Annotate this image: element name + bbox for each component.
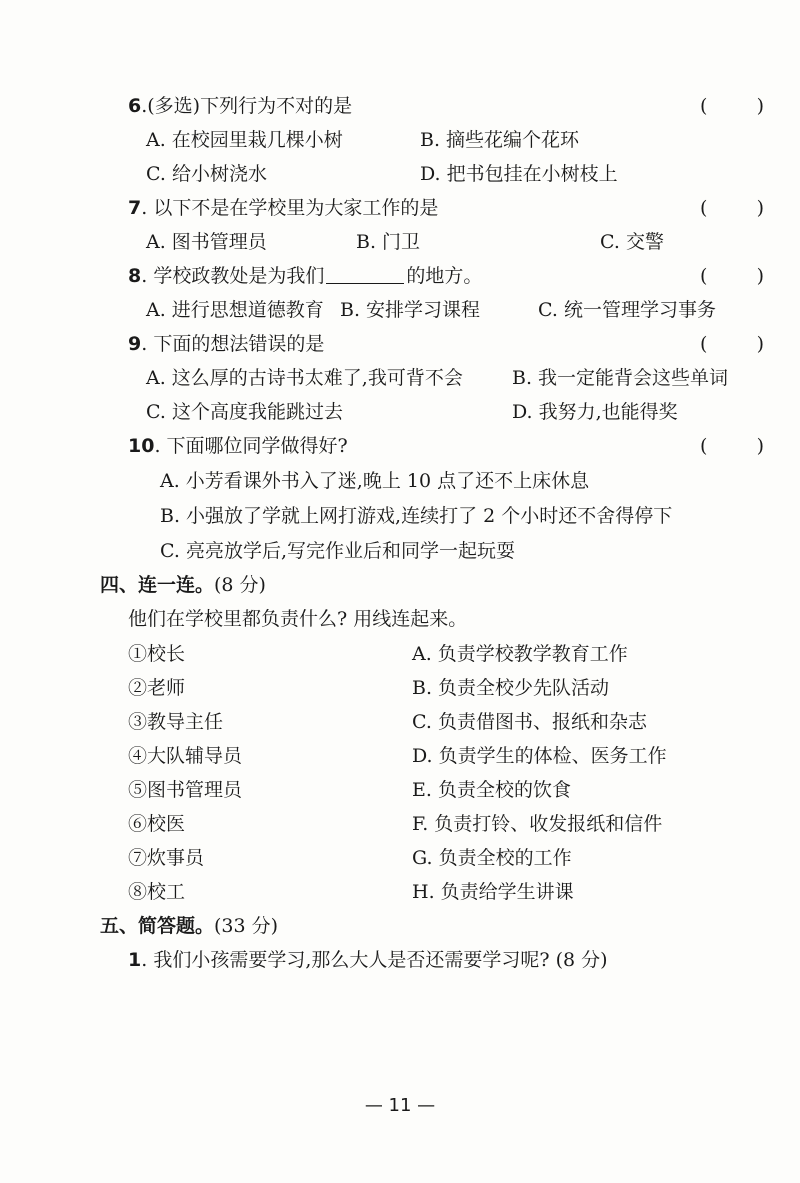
question-text: . 学校政教处是为我们 bbox=[141, 265, 325, 287]
right-item-h[interactable]: H. 负责给学生讲课 bbox=[412, 881, 574, 903]
section-score: (8 分) bbox=[214, 574, 266, 596]
option-c: C. 这个高度我能跳过去 bbox=[146, 401, 343, 423]
answer-bracket[interactable]: ( ) bbox=[700, 333, 764, 355]
question-text: . 下面哪位同学做得好? bbox=[154, 435, 348, 457]
question-number: 8 bbox=[128, 265, 142, 287]
section-4-instruction: 他们在学校里都负责什么? 用线连起来。 bbox=[128, 608, 468, 630]
question-text: .(多选)下列行为不对的是 bbox=[141, 95, 353, 117]
section-5-heading bbox=[100, 914, 278, 938]
option-d: D. 把书包挂在小树枝上 bbox=[420, 163, 618, 185]
question-7 bbox=[128, 196, 438, 220]
left-item-6[interactable]: ⑥校医 bbox=[128, 813, 186, 835]
option-c: C. 统一管理学习事务 bbox=[538, 299, 716, 321]
option-b: B. 小强放了学就上网打游戏,连续打了 2 个小时还不舍得停下 bbox=[160, 505, 673, 527]
question-number: 7 bbox=[128, 197, 142, 219]
question-number: 9 bbox=[128, 333, 142, 355]
section-score: (33 分) bbox=[214, 915, 279, 937]
option-a: A. 这么厚的古诗书太难了,我可背不会 bbox=[146, 367, 463, 389]
answer-bracket[interactable]: ( ) bbox=[700, 197, 764, 219]
left-item-1[interactable]: ①校长 bbox=[128, 643, 186, 665]
question-8 bbox=[128, 264, 482, 288]
option-b: B. 门卫 bbox=[356, 231, 421, 253]
question-text: . 我们小孩需要学习,那么大人是否还需要学习呢? (8 分) bbox=[141, 949, 608, 971]
question-number: 6 bbox=[128, 95, 142, 117]
option-c: C. 给小树浇水 bbox=[146, 163, 267, 185]
option-a: A. 进行思想道德教育 bbox=[146, 299, 324, 321]
option-b: B. 我一定能背会这些单词 bbox=[512, 367, 729, 389]
short-answer-question-1 bbox=[128, 948, 608, 972]
option-c: C. 交警 bbox=[600, 231, 664, 253]
question-text-end: 的地方。 bbox=[406, 265, 483, 287]
question-number: 10 bbox=[128, 435, 155, 457]
right-item-a[interactable]: A. 负责学校教学教育工作 bbox=[412, 643, 628, 665]
fill-in-blank[interactable] bbox=[326, 265, 404, 284]
section-title: 四、连一连。 bbox=[100, 574, 215, 596]
question-number: 1 bbox=[128, 949, 142, 971]
option-a: A. 小芳看课外书入了迷,晚上 10 点了还不上床休息 bbox=[160, 470, 590, 492]
option-a: A. 在校园里栽几棵小树 bbox=[146, 129, 343, 151]
option-c: C. 亮亮放学后,写完作业后和同学一起玩耍 bbox=[160, 540, 515, 562]
option-d: D. 我努力,也能得奖 bbox=[512, 401, 678, 423]
answer-bracket[interactable]: ( ) bbox=[700, 265, 764, 287]
left-item-2[interactable]: ②老师 bbox=[128, 677, 186, 699]
left-item-5[interactable]: ⑤图书管理员 bbox=[128, 779, 243, 801]
right-item-c[interactable]: C. 负责借图书、报纸和杂志 bbox=[412, 711, 647, 733]
answer-bracket[interactable]: ( ) bbox=[700, 95, 764, 117]
left-item-3[interactable]: ③教导主任 bbox=[128, 711, 224, 733]
answer-bracket[interactable]: ( ) bbox=[700, 435, 764, 457]
option-b: B. 安排学习课程 bbox=[340, 299, 481, 321]
question-10 bbox=[128, 434, 348, 458]
question-text: . 以下不是在学校里为大家工作的是 bbox=[141, 197, 439, 219]
option-b: B. 摘些花编个花环 bbox=[420, 129, 580, 151]
section-4-heading bbox=[100, 573, 266, 597]
right-item-d[interactable]: D. 负责学生的体检、医务工作 bbox=[412, 745, 667, 767]
question-6 bbox=[128, 94, 352, 118]
option-a: A. 图书管理员 bbox=[146, 231, 267, 253]
page-number: — 11 — bbox=[364, 1095, 436, 1116]
left-item-7[interactable]: ⑦炊事员 bbox=[128, 847, 205, 869]
right-item-b[interactable]: B. 负责全校少先队活动 bbox=[412, 677, 610, 699]
question-text: . 下面的想法错误的是 bbox=[141, 333, 325, 355]
left-item-8[interactable]: ⑧校工 bbox=[128, 881, 186, 903]
right-item-e[interactable]: E. 负责全校的饮食 bbox=[412, 779, 571, 801]
right-item-g[interactable]: G. 负责全校的工作 bbox=[412, 847, 572, 869]
left-item-4[interactable]: ④大队辅导员 bbox=[128, 745, 243, 767]
question-9 bbox=[128, 332, 324, 356]
right-item-f[interactable]: F. 负责打铃、收发报纸和信件 bbox=[412, 813, 663, 835]
section-title: 五、简答题。 bbox=[100, 915, 215, 937]
answer-area[interactable] bbox=[128, 984, 768, 1084]
